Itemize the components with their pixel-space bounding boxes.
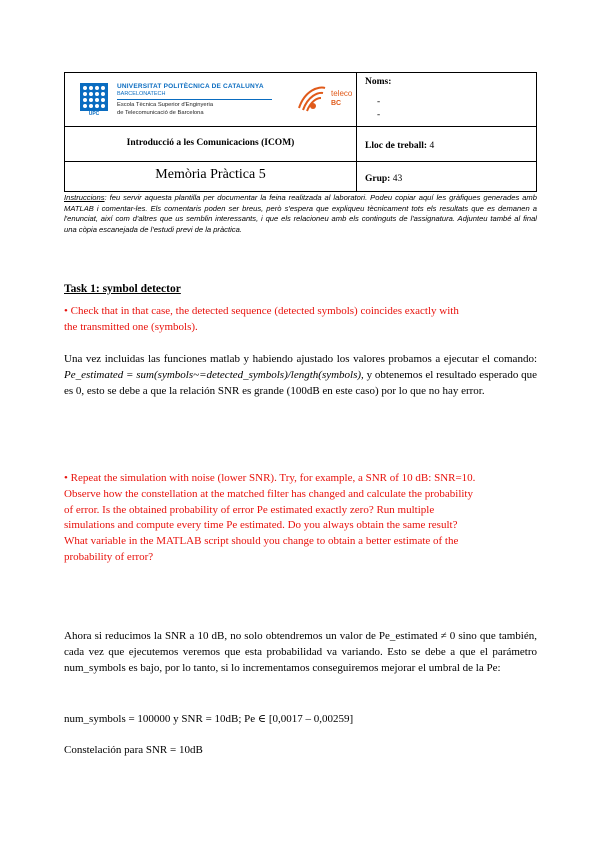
question-2-line: What variable in the MATLAB script should you change to obtain a better estimate of the: [64, 535, 459, 548]
header-divider: [65, 161, 356, 162]
instructions-text: : feu servir aquesta plantilla per documentar la feina realitzada al laboratori. Podeu copiar aquí les gràfiques generades amb MATLAB i comentar-les. Els comentaris poden ser breus, però s'espera que expliqueu tècnicament tots els resultats que es demanen a l'enunciat, així com d'altres que us semblin interessants, i que els relacioneu amb els continguts de l'assignatura. Adjunteu també al final una còpia escanejada de l'estudi previ de la pràctica.: [64, 193, 537, 234]
header-divider: [356, 161, 537, 162]
telecos-text2: BC: [331, 100, 342, 107]
header-divider-vertical: [356, 73, 357, 191]
instructions-paragraph: [64, 193, 537, 235]
question-2-line: probability of error?: [64, 550, 154, 563]
grup: [365, 174, 402, 184]
question-2-line: simulations and compute every time Pe estimated. Do you always obtain the same result?: [64, 519, 458, 532]
answer-3: num_symbols = 100000 y SNR = 10dB; Pe ∈ [0,0017 – 0,00259]: [64, 713, 354, 725]
answer-4: Constelación para SNR = 10dB: [64, 744, 203, 756]
grup-label: Grup:: [365, 174, 391, 184]
task1-title: Task 1: symbol detector: [64, 283, 181, 295]
header-divider: [356, 126, 537, 127]
header-table: [64, 72, 537, 192]
noms-label: Noms:: [365, 77, 392, 87]
upc-abbr: UPC: [88, 111, 100, 117]
question-2-line: • Repeat the simulation with noise (lower SNR). Try, for example, a SNR of 10 dB: SNR=10.: [64, 472, 476, 484]
answer-1-text: y obtenemos el resultado esperado que es 0, esto se debe a que la relación SNR es grande (100dB en este caso) por lo que no hay error.: [64, 368, 537, 397]
memoria-title: Memòria Pràctica 5: [155, 167, 266, 182]
question-2-line: Observe how the constellation at the matched filter has changed and calculate the probability: [64, 487, 473, 500]
question-1-line: the transmitted one (symbols).: [64, 320, 198, 333]
grup-value: 43: [392, 174, 403, 184]
school-name-line2: de Telecomunicació de Barcelona: [117, 110, 204, 116]
telecos-logo-icon: [293, 80, 329, 116]
lloc-label: Lloc de treball:: [365, 141, 428, 151]
lloc-de-treball: [365, 141, 434, 151]
header-divider: [65, 126, 356, 127]
question-2: [64, 471, 537, 566]
course-title: Introducció a les Comunicacions (ICOM): [126, 138, 295, 148]
telecos-text: teleco: [331, 89, 353, 98]
question-1-line: • Check that in that case, the detected sequence (detected symbols) coincides exactly with: [64, 305, 459, 317]
question-2-line: of error. Is the obtained probability of error Pe estimated exactly zero? Run multiple: [64, 503, 435, 516]
university-subname: BARCELONATECH: [117, 91, 166, 97]
university-rule: [117, 99, 272, 100]
instructions-label: Instruccions: [64, 193, 105, 202]
noms-dash: -: [377, 97, 381, 107]
noms-dash: -: [377, 110, 381, 120]
answer-2: Ahora si reducimos la SNR a 10 dB, no solo obtendremos un valor de Pe_estimated ≠ 0 sino que también, cada vez que ejecutemos veremos que esta probabilidad va variando. Esto se debe a que el parámetro num_symbols es bajo, por lo tanto, si lo incrementamos conseguiremos mejorar el umbral de la Pe:: [64, 630, 537, 674]
upc-logo-icon: [80, 83, 108, 111]
answer-1-text: Una vez incluidas las funciones matlab y habiendo ajustado los valores probamos a ejecutar el comando:: [64, 353, 537, 365]
university-name: UNIVERSITAT POLITÈCNICA DE CATALUNYA: [117, 83, 264, 90]
lloc-value: 4: [429, 141, 435, 151]
answer-1: [64, 352, 537, 399]
school-name-line1: Escola Tècnica Superior d'Enginyeria: [117, 102, 214, 108]
answer-1-code: Pe_estimated = sum(symbols~=detected_symbols)/length(symbols),: [64, 368, 364, 381]
question-1: [64, 304, 537, 336]
